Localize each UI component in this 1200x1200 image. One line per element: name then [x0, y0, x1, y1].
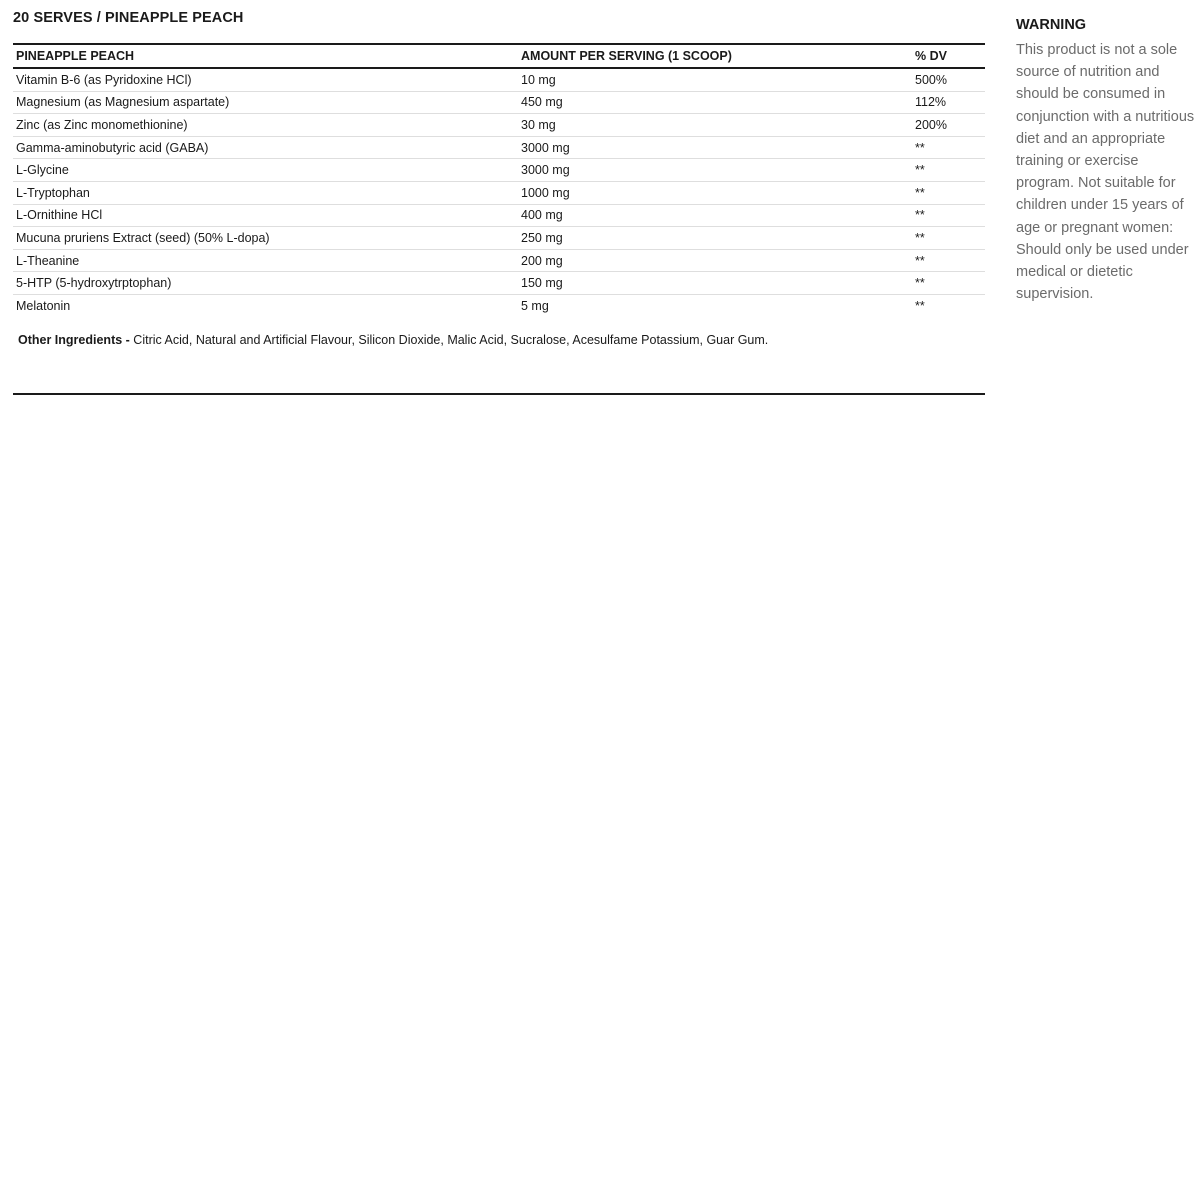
ingredient-dv: ** — [912, 272, 985, 295]
table-row — [13, 159, 985, 182]
header-amount: AMOUNT PER SERVING (1 SCOOP) — [518, 45, 912, 68]
warning-panel — [1016, 17, 1196, 305]
ingredient-name: Zinc (as Zinc monomethionine) — [13, 114, 518, 137]
ingredient-name: Mucuna pruriens Extract (seed) (50% L-dopa) — [13, 227, 518, 250]
table-row — [13, 227, 985, 250]
ingredient-dv: 200% — [912, 114, 985, 137]
ingredient-name: Vitamin B-6 (as Pyridoxine HCl) — [13, 68, 518, 91]
header-ingredient: PINEAPPLE PEACH — [13, 45, 518, 68]
ingredient-amount: 3000 mg — [518, 136, 912, 159]
header-dv: % DV — [912, 45, 985, 68]
other-ingredients-text: Citric Acid, Natural and Artificial Flavour, Silicon Dioxide, Malic Acid, Sucralose, Acesulfame Potassium, Guar Gum. — [129, 332, 769, 347]
ingredient-dv: 500% — [912, 68, 985, 91]
ingredient-dv: ** — [912, 227, 985, 250]
other-ingredients — [13, 317, 985, 395]
ingredient-amount: 3000 mg — [518, 159, 912, 182]
table-row — [13, 91, 985, 114]
page-title: 20 SERVES / PINEAPPLE PEACH — [13, 10, 244, 26]
table-row — [13, 272, 985, 295]
ingredient-dv: ** — [912, 204, 985, 227]
ingredient-amount: 10 mg — [518, 68, 912, 91]
ingredient-amount: 150 mg — [518, 272, 912, 295]
table-row — [13, 294, 985, 316]
ingredient-dv: ** — [915, 298, 925, 313]
ingredient-amount: 200 mg — [518, 249, 912, 272]
table-row — [13, 114, 985, 137]
other-ingredients-label: Other Ingredients - — [18, 332, 130, 347]
ingredient-name: Gamma-aminobutyric acid (GABA) — [13, 136, 518, 159]
ingredient-name: L-Tryptophan — [13, 181, 518, 204]
ingredient-name: L-Glycine — [13, 159, 518, 182]
table-row — [13, 204, 985, 227]
table-row — [13, 181, 985, 204]
ingredient-amount: 1000 mg — [518, 181, 912, 204]
ingredient-dv: ** — [912, 181, 985, 204]
ingredient-amount: 250 mg — [518, 227, 912, 250]
ingredient-dv: ** — [912, 136, 985, 159]
ingredient-amount: 30 mg — [518, 114, 912, 137]
ingredient-amount: 450 mg — [518, 91, 912, 114]
ingredient-amount: 400 mg — [518, 204, 912, 227]
ingredient-name: Magnesium (as Magnesium aspartate) — [13, 91, 518, 114]
ingredient-name: L-Theanine — [13, 249, 518, 272]
ingredient-dv: ** — [912, 159, 985, 182]
ingredient-amount: 5 mg — [521, 298, 549, 313]
table-row — [13, 136, 985, 159]
ingredient-dv: ** — [912, 249, 985, 272]
warning-text: This product is not a sole source of nutrition and should be consumed in conjunction with a nutritious diet and an appropriate training or exercise program. Not suitable for children under 15 years of age or pregnant women: Should only be used under medical or dietetic supervision. — [1016, 42, 1195, 303]
table-header-row — [13, 45, 985, 68]
supplement-facts — [13, 43, 985, 395]
ingredient-name: Melatonin — [16, 298, 71, 313]
nutrition-table — [13, 45, 985, 317]
warning-title: WARNING — [1016, 17, 1087, 33]
table-row — [13, 68, 985, 91]
ingredient-name: L-Ornithine HCl — [13, 204, 518, 227]
table-row — [13, 249, 985, 272]
ingredient-name: 5-HTP (5-hydroxytrptophan) — [13, 272, 518, 295]
ingredient-dv: 112% — [912, 91, 985, 114]
